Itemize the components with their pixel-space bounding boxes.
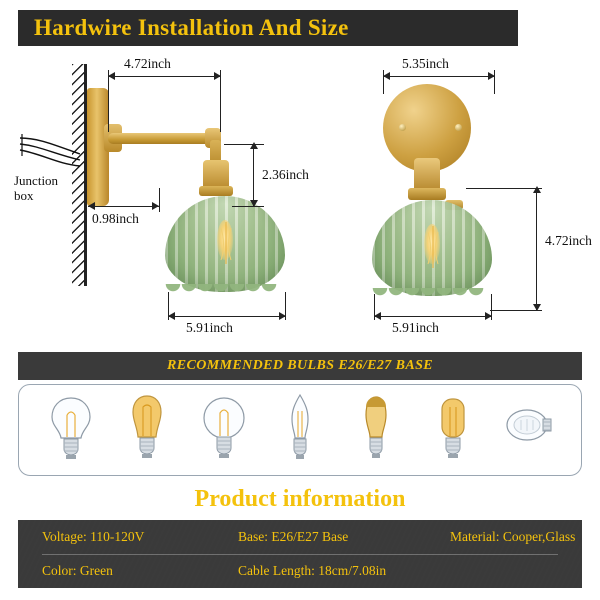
- spec-row-2: [18, 554, 582, 588]
- dim-arrow-left-shadel: [168, 312, 175, 320]
- dim-ext-shader-a: [374, 294, 375, 320]
- dim-arrow-right-offset: [152, 202, 159, 210]
- arm-horizontal: [108, 133, 218, 144]
- bulb-candle-flame-clear-icon: [274, 393, 326, 467]
- spec-voltage: Voltage: 110-120V: [42, 529, 145, 544]
- dim-text-plate-width: 5.35inch: [402, 56, 449, 71]
- dim-extension-arm-left: [108, 70, 109, 132]
- dim-text-shade-left: 5.91inch: [186, 320, 233, 335]
- installation-diagram: [0, 48, 600, 348]
- dim-extension-arm-right: [220, 70, 221, 132]
- junction-box-label: Junction box: [14, 173, 59, 203]
- dim-text-shade-right: 5.91inch: [392, 320, 439, 335]
- dim-arrow-left-plate: [383, 72, 390, 80]
- dim-line-shade-right: [374, 316, 492, 317]
- page-title: Hardwire Installation And Size: [34, 15, 349, 40]
- recommended-bulbs-list: [18, 384, 582, 476]
- dim-text-drop: 2.36inch: [262, 167, 309, 182]
- dim-ext-shadel-b: [285, 292, 286, 320]
- dim-ext-height-top: [466, 188, 542, 189]
- socket-front-view: [414, 158, 440, 192]
- socket-collar-side-view: [199, 186, 233, 196]
- dim-ext-plate-b: [494, 70, 495, 94]
- dim-extension-drop-top: [224, 144, 264, 145]
- dim-text-arm-length: 4.72inch: [124, 56, 171, 71]
- spec-base: Base: E26/E27 Base: [238, 529, 349, 544]
- recommended-bulbs-title: RECOMMENDED BULBS E26/E27 BASE: [166, 358, 434, 373]
- plate-screw-left: [399, 124, 406, 131]
- dim-line-plate-offset: [88, 206, 160, 207]
- shade-scallop-edge: [165, 284, 285, 298]
- junction-box-wires: [18, 120, 98, 180]
- bulb-a19-clear-filament-icon: [45, 393, 97, 467]
- dim-line-right-height: [536, 188, 537, 310]
- dim-text-right-height: 4.72inch: [545, 233, 592, 248]
- product-information-table: [18, 520, 582, 588]
- bulb-in-shade-right: [421, 218, 445, 276]
- product-information-header: [18, 482, 582, 516]
- dim-extension-drop-bottom: [232, 206, 264, 207]
- plate-screw-right: [455, 124, 462, 131]
- recommended-bulbs-band: [18, 352, 582, 380]
- dim-ext-height-bottom: [490, 310, 542, 311]
- spec-material: Material: Cooper,Glass: [450, 529, 576, 544]
- bulb-in-shade-left: [214, 214, 238, 272]
- bulb-led-flat-disc-icon: [503, 393, 555, 467]
- dim-text-plate-offset: 0.98inch: [92, 211, 139, 226]
- bulb-g95-globe-clear-icon: [198, 393, 250, 467]
- spec-row-1: [18, 520, 582, 554]
- dim-line-drop: [253, 144, 254, 206]
- dim-extension-offset: [159, 188, 160, 212]
- spec-cable-length: Cable Length: 18cm/7.08in: [238, 563, 387, 578]
- dim-ext-plate-a: [383, 70, 384, 94]
- dim-arrow-left-offset: [88, 202, 95, 210]
- spec-row-divider: [42, 554, 558, 555]
- product-information-title: Product information: [194, 485, 406, 512]
- dim-line-arm-length: [108, 76, 221, 77]
- dim-line-shade-left: [168, 316, 286, 317]
- dim-arrow-left-shader: [374, 312, 381, 320]
- shade-scallop-edge-front: [372, 288, 492, 302]
- bulb-t45-tubular-amber-icon: [427, 393, 479, 467]
- bulb-st64-amber-edison-icon: [121, 393, 173, 467]
- dim-ext-shader-b: [491, 294, 492, 320]
- bulb-c35-gold-tip-icon: [350, 393, 402, 467]
- dim-line-plate-width: [383, 76, 495, 77]
- dim-ext-shadel-a: [168, 292, 169, 320]
- socket-collar-front-view: [408, 188, 446, 200]
- page-title-bar: [18, 10, 518, 46]
- spec-color: Color: Green: [42, 563, 113, 578]
- dim-arrow-left-arm: [108, 72, 115, 80]
